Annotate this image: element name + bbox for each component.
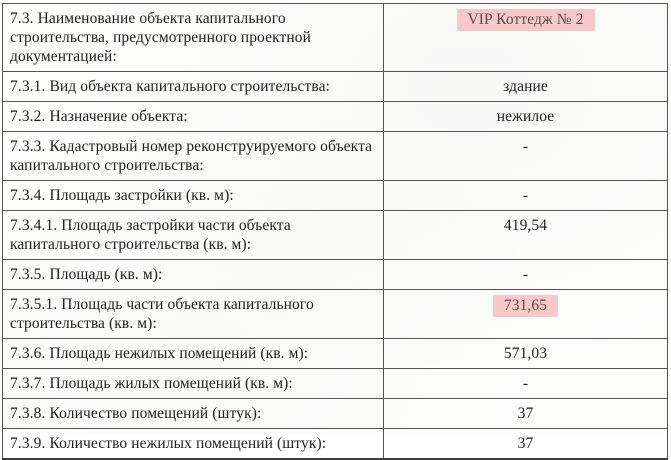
table-row bbox=[3, 339, 668, 369]
table-body bbox=[3, 4, 668, 460]
row-label: 7.3.7. Площадь жилых помещений (кв. м): bbox=[3, 369, 384, 399]
row-value-cell bbox=[384, 290, 668, 339]
row-value-cell bbox=[384, 132, 668, 181]
row-value-cell bbox=[384, 102, 668, 132]
row-value: - bbox=[522, 375, 529, 392]
object-parameters-table bbox=[2, 3, 668, 460]
row-value-cell bbox=[384, 399, 668, 429]
table-row bbox=[3, 132, 668, 181]
row-value: 731,65 bbox=[493, 295, 558, 317]
row-value: 571,03 bbox=[503, 345, 548, 362]
table-row bbox=[3, 429, 668, 460]
row-label: 7.3.8. Количество помещений (штук): bbox=[3, 399, 384, 429]
row-value-cell bbox=[384, 4, 668, 72]
row-value-cell bbox=[384, 72, 668, 102]
table-row bbox=[3, 4, 668, 72]
scanned-document-page bbox=[0, 3, 671, 452]
table-row bbox=[3, 369, 668, 399]
table-row bbox=[3, 102, 668, 132]
row-label: 7.3.4.1. Площадь застройки части объекта капитального строительства (кв. м): bbox=[3, 211, 384, 260]
row-value-cell bbox=[384, 260, 668, 290]
row-label: 7.3.1. Вид объекта капитального строительства: bbox=[3, 72, 384, 102]
row-value-cell bbox=[384, 369, 668, 399]
row-label: 7.3.2. Назначение объекта: bbox=[3, 102, 384, 132]
table-row bbox=[3, 399, 668, 429]
row-value: нежилое bbox=[496, 108, 555, 125]
row-value-cell bbox=[384, 211, 668, 260]
row-label: 7.3.6. Площадь нежилых помещений (кв. м): bbox=[3, 339, 384, 369]
table-row bbox=[3, 290, 668, 339]
table-row bbox=[3, 181, 668, 211]
row-value: - bbox=[522, 266, 529, 283]
row-value: 37 bbox=[517, 405, 534, 422]
row-value-cell bbox=[384, 181, 668, 211]
row-label: 7.3.9. Количество нежилых помещений (штук): bbox=[3, 429, 384, 460]
row-label: 7.3.3. Кадастровый номер реконструируемого объекта капитального строительства: bbox=[3, 132, 384, 181]
row-label: 7.3.5.1. Площадь части объекта капитального строительства (кв. м): bbox=[3, 290, 384, 339]
table-row bbox=[3, 260, 668, 290]
row-value-cell bbox=[384, 339, 668, 369]
row-value: 419,54 bbox=[503, 217, 548, 234]
row-label: 7.3.4. Площадь застройки (кв. м): bbox=[3, 181, 384, 211]
row-label: 7.3. Наименование объекта капитального строительства, предусмотренного проектной документацией: bbox=[3, 4, 384, 72]
row-value: - bbox=[522, 187, 529, 204]
row-value: 37 bbox=[517, 435, 534, 452]
row-value: здание bbox=[503, 78, 548, 95]
table-row bbox=[3, 211, 668, 260]
table-row bbox=[3, 72, 668, 102]
row-value-cell bbox=[384, 429, 668, 460]
row-value: - bbox=[522, 138, 529, 155]
row-label: 7.3.5. Площадь (кв. м): bbox=[3, 260, 384, 290]
row-value: VIP Коттедж № 2 bbox=[457, 9, 595, 31]
